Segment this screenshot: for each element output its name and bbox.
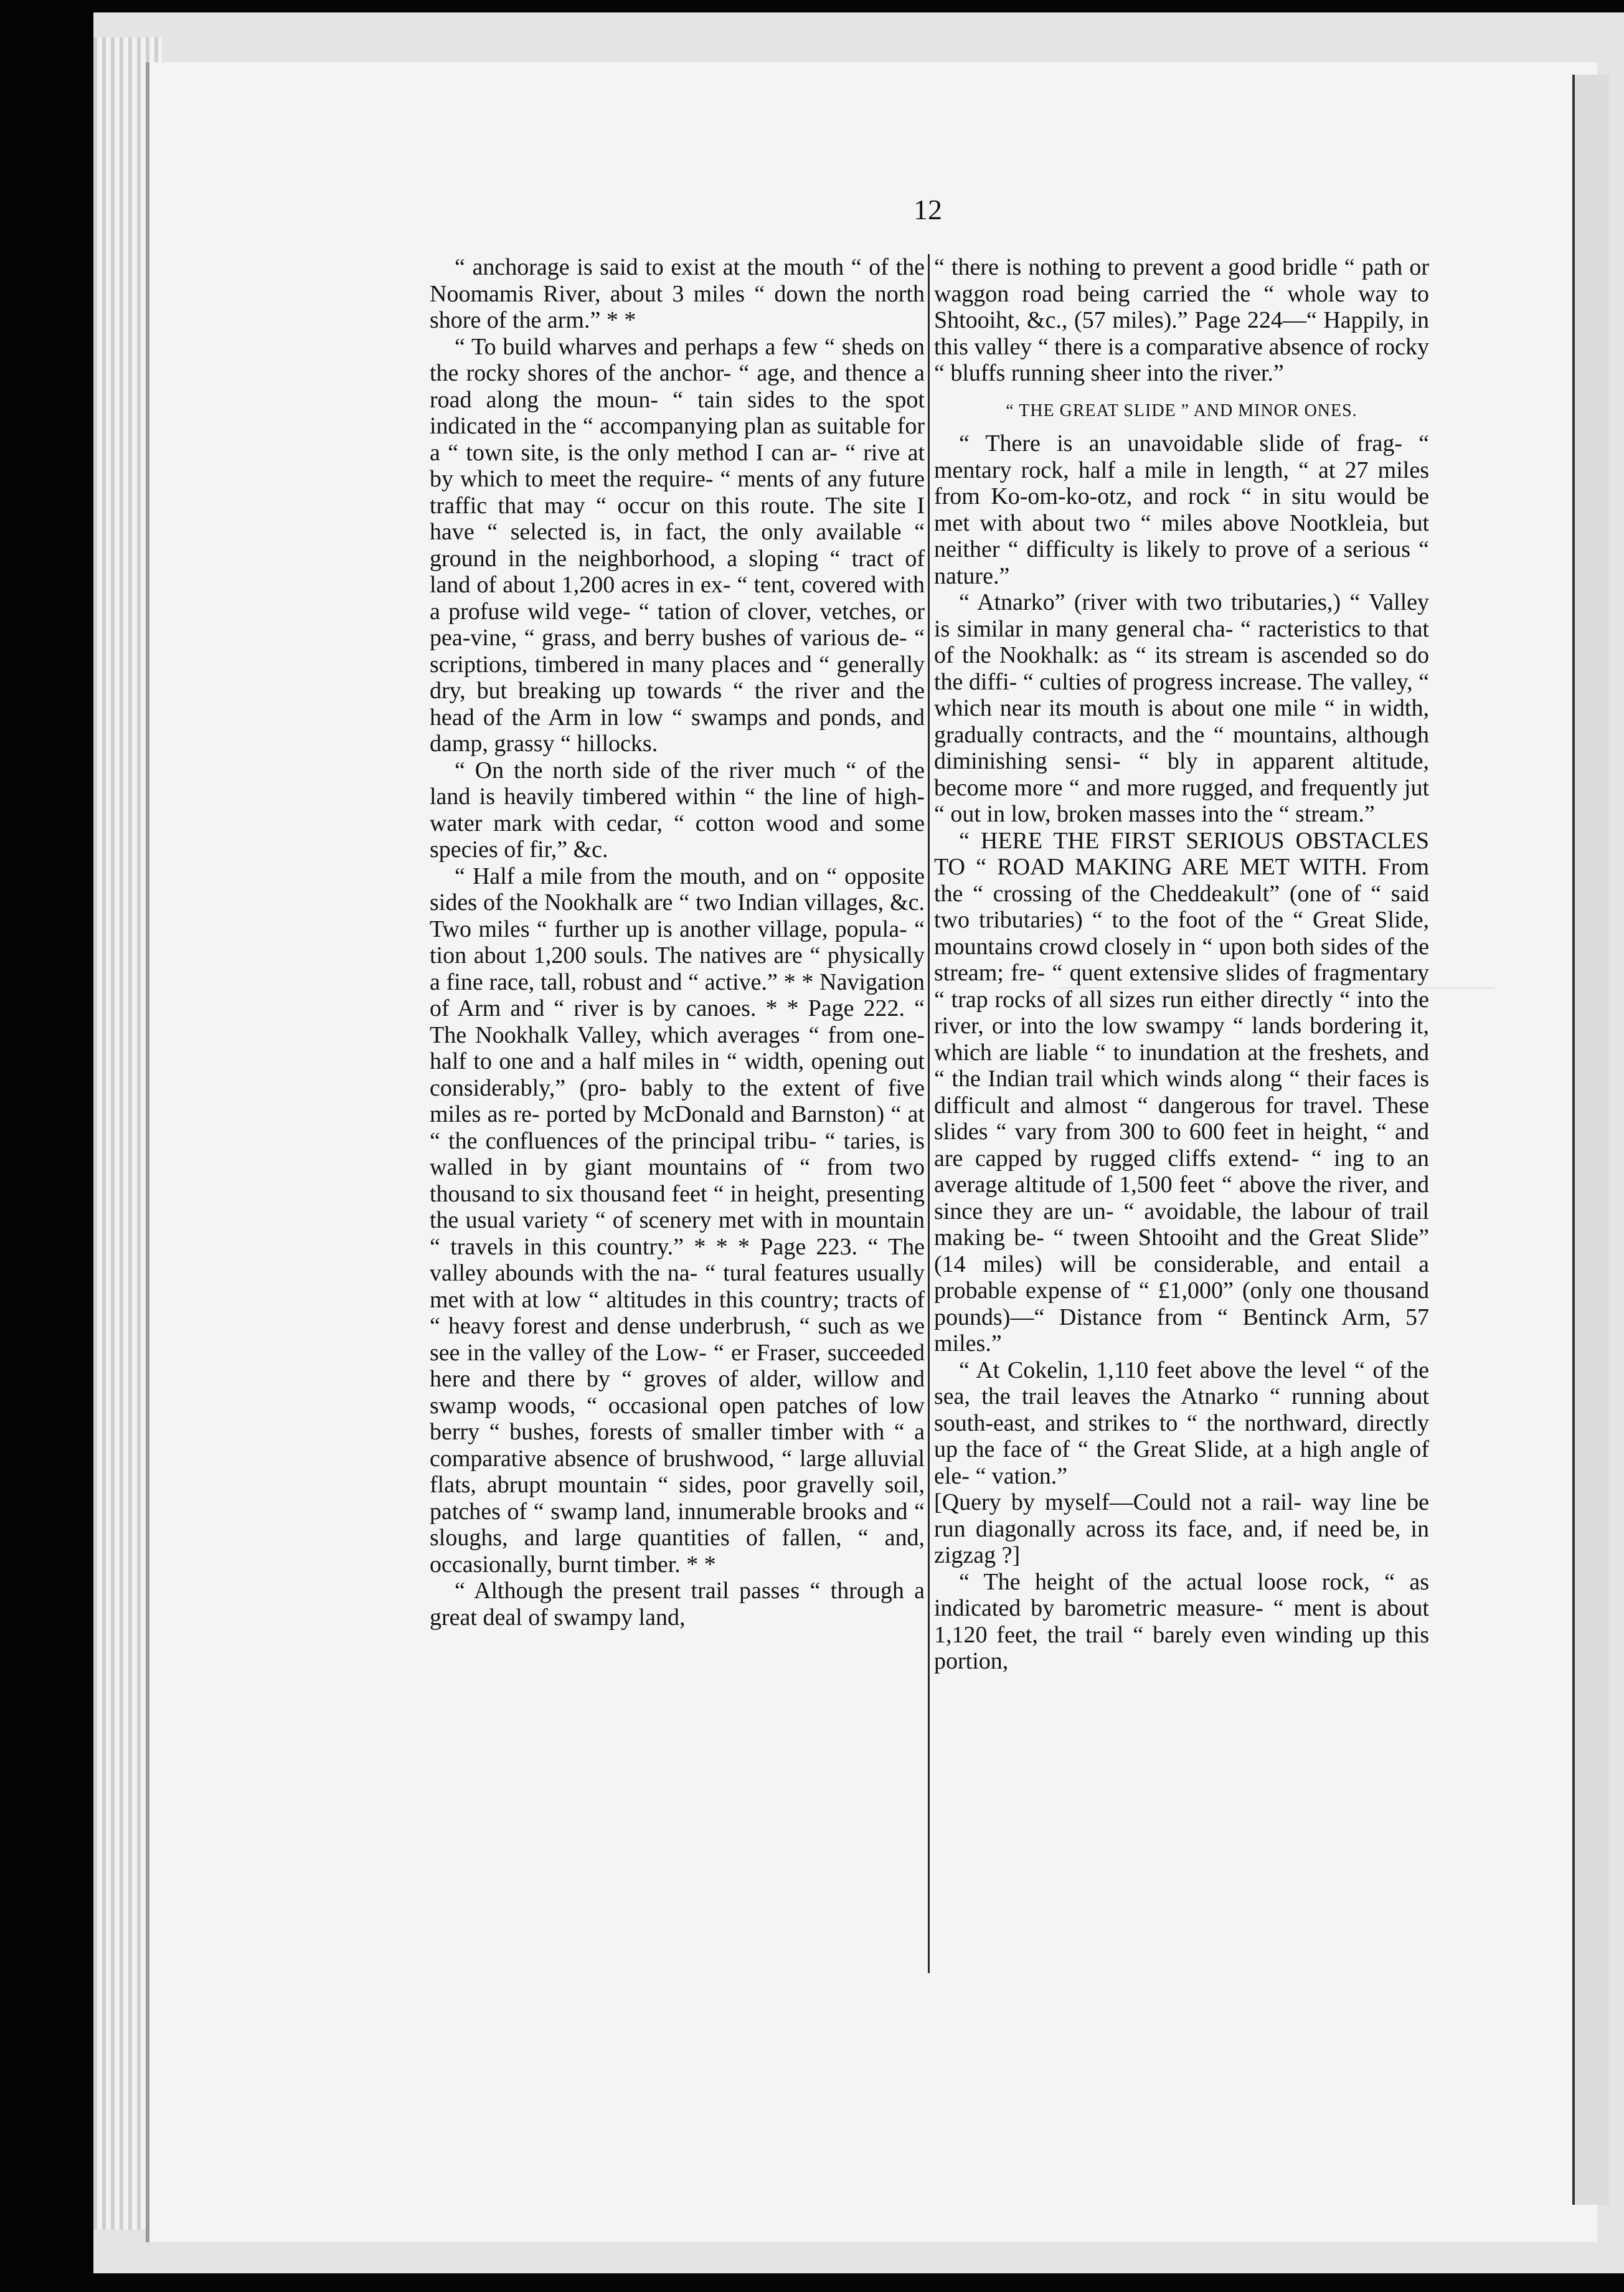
paragraph: “ anchorage is said to exist at the mouth “ of the Noomamis River, about 3 miles “ down the north shore of the arm.” * *	[430, 254, 925, 333]
right-column	[934, 254, 1429, 1675]
paragraph: “ To build wharves and perhaps a few “ sheds on the rocky shores of the anchor- “ age, and thence a road along the moun- “ tain sides to the spot indicated in the “ accompanying plan as suitable for a “ town site, is the only method I can ar- “ rive at by which to meet the require- “ ments of any future traffic that may “ occur on this route. The site I have “ selected is, in fact, the only available “ ground in the neighborhood, a sloping “ tract of land of about 1,200 acres in ex- “ tent, covered with a profuse wild vege- “ tation of clover, vetches, or pea-vine, “ grass, and berry bushes of various de- “ scriptions, timbered in many places and “ generally dry, but breaking up towards “ the river and the head of the Arm in low “ swamps and ponds, and damp, grassy “ hillocks.	[430, 333, 925, 757]
adjacent-page-edge	[1572, 75, 1609, 2205]
section-heading: “ THE GREAT SLIDE ” AND MINOR ONES.	[1006, 400, 1357, 420]
paragraph: “ There is an unavoidable slide of frag- “ mentary rock, half a mile in length, “ at 27 miles from Ko-om-ko-otz, and rock “ in situ would be met with about two “ miles above Nootkleia, but neither “ difficulty is likely to prove of a serious “ nature.”	[934, 430, 1429, 589]
paragraph: “ On the north side of the river much “ of the land is heavily timbered within “ the line of high-water mark with cedar, “ cotton wood and some species of fir,” &c.	[430, 757, 925, 863]
paragraph: [Query by myself—Could not a rail- way line be run diagonally across its face, and, if need be, in zigzag ?]	[934, 1489, 1429, 1568]
paragraph: “ Although the present trail passes “ through a great deal of swampy land,	[430, 1578, 925, 1631]
paragraph: “ there is nothing to prevent a good bridle “ path or waggon road being carried the “ whole way to Shtooiht, &c., (57 miles).” Page 224—“ Happily, in this valley “ there is a comparative absence of rocky “ bluffs running sheer into the river.”	[934, 254, 1429, 386]
paper-crease	[1059, 987, 1494, 988]
paragraph: “ Atnarko” (river with two tributaries,) “ Valley is similar in many general cha- “ racteristics to that of the Nookhalk: as “ its stream is ascended so do the diffi- “ culties of progress increase. The valley, “ which near its mouth is about one mile “ in width, gradually contracts, and the “ mountains, although diminishing sensi- “ bly in apparent altitude, become more “ and more rugged, and frequently jut “ out in low, broken masses into the “ stream.”	[934, 589, 1429, 827]
column-divider	[928, 254, 930, 1973]
paragraph: “ Half a mile from the mouth, and on “ opposite sides of the Nookhalk are “ two Indian villages, &c. Two miles “ further up is another village, popula- “ tion about 1,200 souls. The natives are “ physically a fine race, tall, robust and “ active.” * * Navigation of Arm and “ river is by canoes. * * Page 222. “ The Nookhalk Valley, which averages “ from one-half to one and a half miles in “ width, opening out considerably,” (pro- bably to the extent of five miles as re- ported by McDonald and Barnston) “ at “ the confluences of the principal tribu- “ taries, is walled in by giant mountains of “ from two thousand to six thousand feet “ in height, presenting the usual variety “ of scenery met with in mountain “ travels in this country.” * * * Page 223. “ The valley abounds with the na- “ tural features usually met with at low “ altitudes in this country; tracts of “ heavy forest and dense underbrush, “ such as we see in the valley of the Low- “ er Fraser, succeeded here and there by “ groves of alder, willow and swamp woods, “ occasional open patches of low berry “ bushes, forests of smaller timber with “ a comparative absence of brushwood, “ large alluvial flats, abrupt mountain “ sides, poor gravelly soil, patches of “ swamp land, innumerable brooks and “ sloughs, and large quantities of fallen, “ and, occasionally, burnt timber. * *	[430, 863, 925, 1578]
paragraph: “ The height of the actual loose rock, “ as indicated by barometric measure- “ ment is about 1,120 feet, the trail “ barely even winding up this portion,	[934, 1568, 1429, 1674]
paragraph: “ At Cokelin, 1,110 feet above the level “ of the sea, the trail leaves the Atnarko “ running about south-east, and strikes to “ the northward, directly up the face of “ the Great Slide, at a high angle of ele- “ vation.”	[934, 1357, 1429, 1489]
paragraph: “ HERE THE FIRST SERIOUS OBSTACLES TO “ ROAD MAKING ARE MET WITH. From the “ crossing of the Cheddeakult” (one of “ said two tributaries) “ to the foot of the “ Great Slide, mountains crowd closely in “ upon both sides of the stream; fre- “ quent extensive slides of fragmentary “ trap rocks of all sizes run either directly “ into the river, or into the low swampy “ lands bordering it, which are liable “ to inundation at the freshets, and “ the Indian trail which winds along “ their faces is difficult and almost “ dangerous for travel. These slides “ vary from 300 to 600 feet in height, “ and are capped by rugged cliffs extend- “ ing to an average altitude of 1,500 feet “ above the river, and since they are un- “ avoidable, the labour of trail making be- “ tween Shtooiht and the Great Slide” (14 miles) will be considerable, and entail a probable expense of “ £1,000” (only one thousand pounds)—“ Distance from “ Bentinck Arm, 57 miles.”	[934, 827, 1429, 1357]
page-number: 12	[913, 194, 942, 225]
left-column	[430, 254, 925, 1631]
